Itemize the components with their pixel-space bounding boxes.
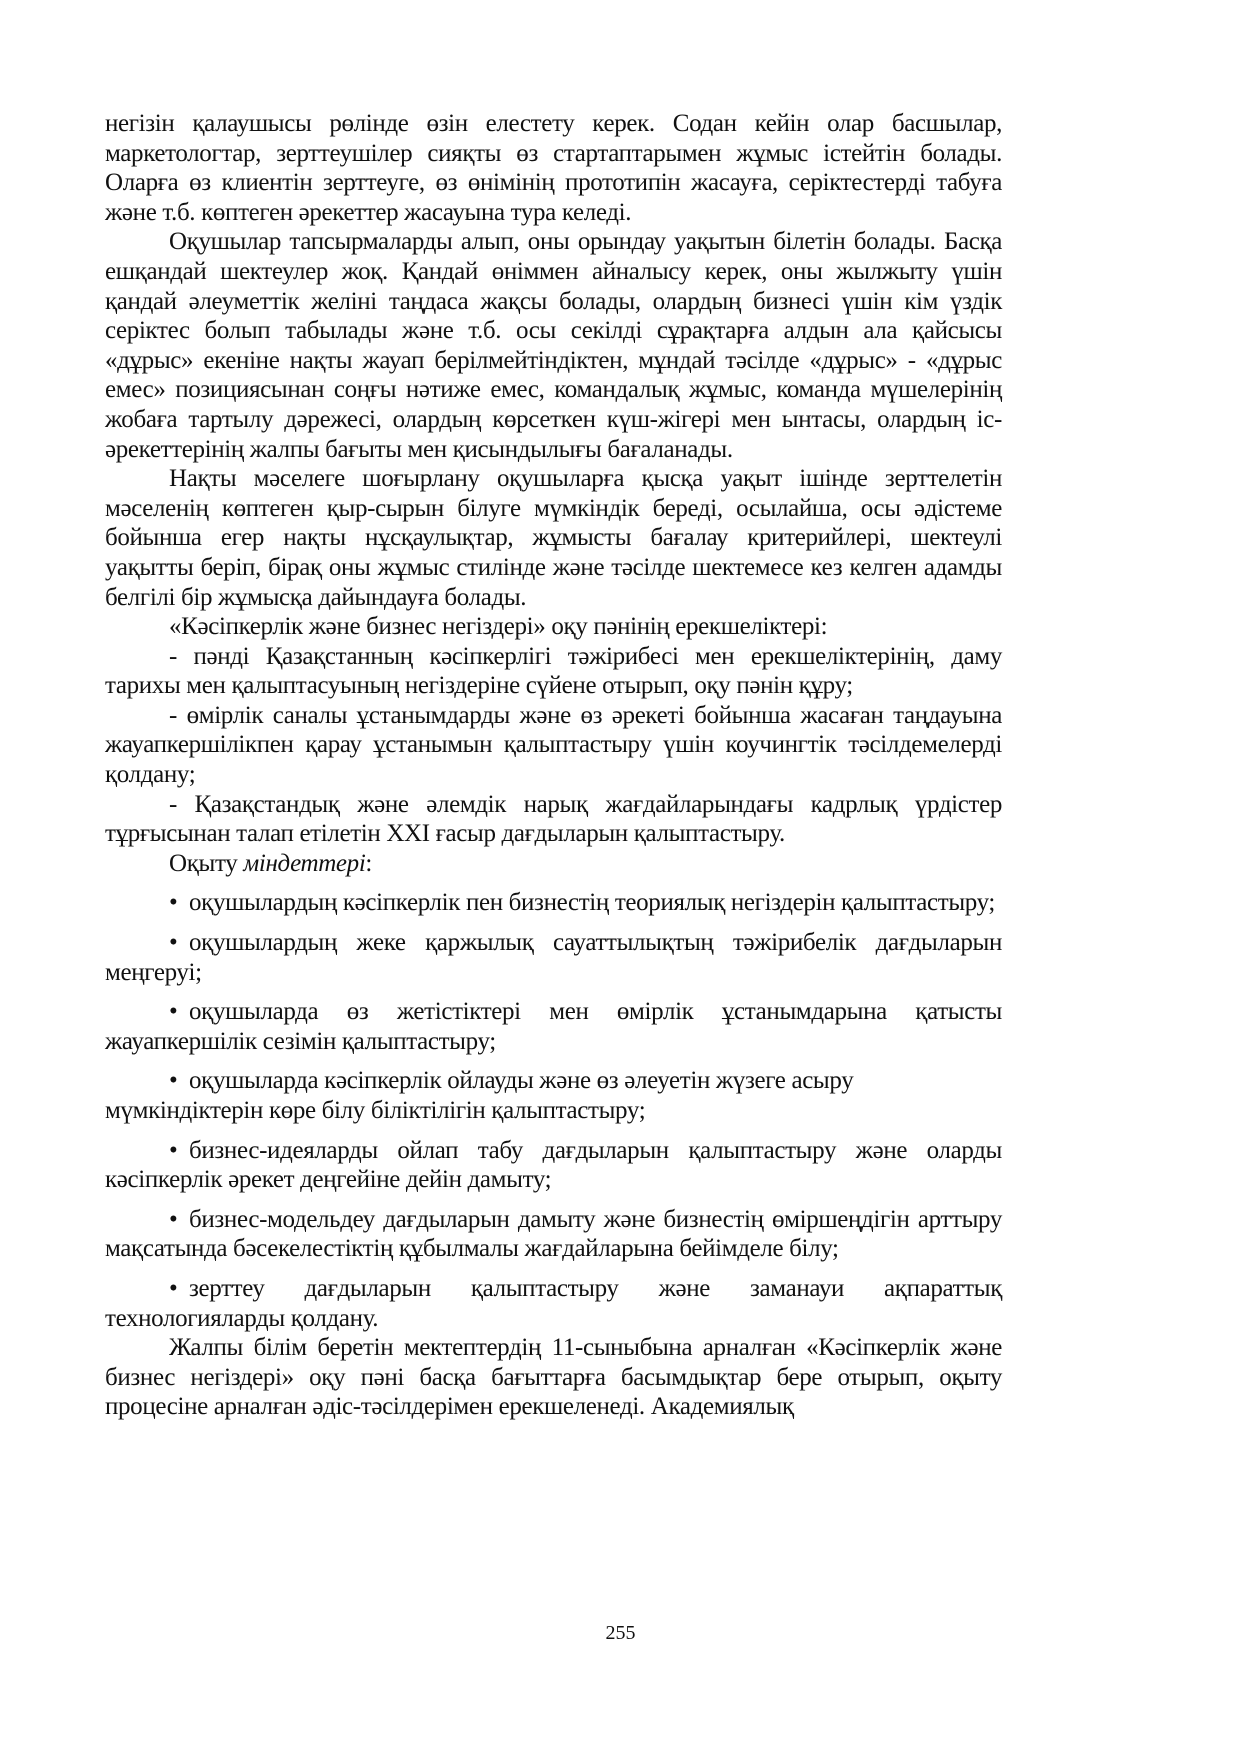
- feature-item: - өмірлік саналы ұстанымдарды және өз әрекеті бойынша жасаған таңдауына жауапкершілікпен қарау ұстанымын қалыптастыру үшін коучингтік тәсілдемелерді қолдану;: [105, 701, 1002, 789]
- paragraph-subject-features-heading: «Кәсіпкерлік және бизнес негіздері» оқу пәнінің ерекшеліктері:: [169, 613, 828, 641]
- objective-text: бизнес-идеяларды ойлап табу дағдыларын қалыптастыру және оларды кәсіпкерлік әрекет деңгейіне дейін дамыту;: [105, 1136, 1002, 1194]
- bullet-icon: •: [169, 1205, 178, 1233]
- objective-bullet-item: [105, 928, 1002, 987]
- objectives-heading-suffix: :: [365, 849, 373, 877]
- bullet-icon: •: [169, 1067, 178, 1095]
- objective-text: зерттеу дағдыларын қалыптастыру және заманауи ақпараттық технологияларды қолдану.: [105, 1274, 1002, 1332]
- page-body: [105, 109, 1002, 1422]
- objective-bullet-item: [105, 1066, 1002, 1125]
- objective-text: оқушыларда өз жетістіктері мен өмірлік ұстанымдарына қатысты жауапкершілік сезімін қалыптастыру;: [105, 998, 1002, 1055]
- objective-bullet-item: [105, 997, 1002, 1056]
- paragraph-continuation: негізін қалаушысы рөлінде өзін елестету керек. Содан кейін олар басшылар, маркетологтар, зерттеушілер сияқты өз стартаптарымен жұмыс істейтін болады. Оларға өз клиентін зерттеуге, өз өнімінің прототипін жасауға, серіктестерді табуға және т.б. көптеген әрекеттер жасауына тура келеді.: [105, 110, 1002, 226]
- objective-text: оқушыларда кәсіпкерлік ойлауды және өз әлеуетін жүзеге асыру мүмкіндіктерін көре білу біліктілігін қалыптастыру;: [105, 1067, 854, 1124]
- objective-bullet-item: [105, 1274, 1002, 1333]
- bullet-icon: •: [169, 889, 178, 917]
- bullet-icon: •: [169, 998, 178, 1026]
- paragraph-focus-on-problem: Нақты мәселеге шоғырлану оқушыларға қысқа уақыт ішінде зерттелетін мәселенің көптеген қыр-сырын білуге мүмкіндік береді, осылайша, осы әдістеме бойынша егер нақты нұсқаулықтар, жұмысты бағалау критерийлері, шектеулі уақытты беріп, бірақ оны жұмыс стилінде және тәсілде шектемесе кез келген адамды белгілі бір жұмысқа дайындауға болады.: [105, 465, 1002, 611]
- paragraph-students-tasks: Оқушылар тапсырмаларды алып, оны орындау уақытын білетін болады. Басқа ешқандай шектеулер жоқ. Қандай өніммен айналысу керек, оны жылжыту үшін қандай әлеуметтік желіні таңдаса жақсы болады, олардың бизнесі үшін кім үздік серіктес болып табылады және т.б. осы секілді сұрақтарға алдын ала қайсысы «дұрыс» екеніне нақты жауап берілмейтіндіктен, мұндай тәсілде «дұрыс» - «дұрыс емес» позициясынан соңғы нәтиже емес, командалық жұмыс, команда мүшелерінің жобаға тартылу дәрежесі, олардың көрсеткен күш-жігері мен ынтасы, олардың іс-әрекеттерінің жалпы бағыты мен қисындылығы бағаланады.: [105, 228, 1002, 463]
- bullet-icon: •: [169, 929, 178, 957]
- objective-text: бизнес-модельдеу дағдыларын дамыту және бизнестің өміршеңдігін арттыру мақсатында бәсекелестіктің құбылмалы жағдайларына бейімделе білу;: [105, 1205, 1002, 1263]
- page-number: 255: [605, 1622, 636, 1644]
- objectives-heading-emphasis: міндеттері: [243, 849, 366, 877]
- bullet-icon: •: [169, 1274, 178, 1302]
- bullet-icon: •: [169, 1136, 178, 1164]
- feature-item: - пәнді Қазақстанның кәсіпкерлігі тәжірибесі мен ерекшеліктерінің, даму тарихы мен қалыптасуының негіздеріне сүйене отырып, оқу пәнін құру;: [105, 642, 1002, 700]
- objective-bullet-item: [105, 1205, 1002, 1264]
- objective-bullet-item: [105, 1136, 1002, 1195]
- objectives-heading: [105, 849, 1002, 879]
- objective-text: оқушылардың жеке қаржылық сауаттылықтың тәжірибелік дағдыларын меңгеруі;: [105, 929, 1002, 986]
- objective-bullet-item: [105, 888, 1002, 918]
- feature-item: - Қазақстандық және әлемдік нарық жағдайларындағы кадрлық үрдістер тұрғысынан талап етілетін XXI ғасыр дағдыларын қалыптастыру.: [105, 790, 1002, 848]
- paragraph-general-education: Жалпы білім беретін мектептердің 11-сыныбына арналған «Кәсіпкерлік және бизнес негіздері» оқу пәні басқа бағыттарға басымдықтар бере отырып, оқыту процесіне арналған әдіс-тәсілдерімен ерекшеленеді. Академиялық: [105, 1334, 1002, 1421]
- objectives-heading-prefix: Оқыту: [169, 849, 244, 877]
- objective-text: оқушылардың кәсіпкерлік пен бизнестің теориялық негіздерін қалыптастыру;: [189, 889, 996, 917]
